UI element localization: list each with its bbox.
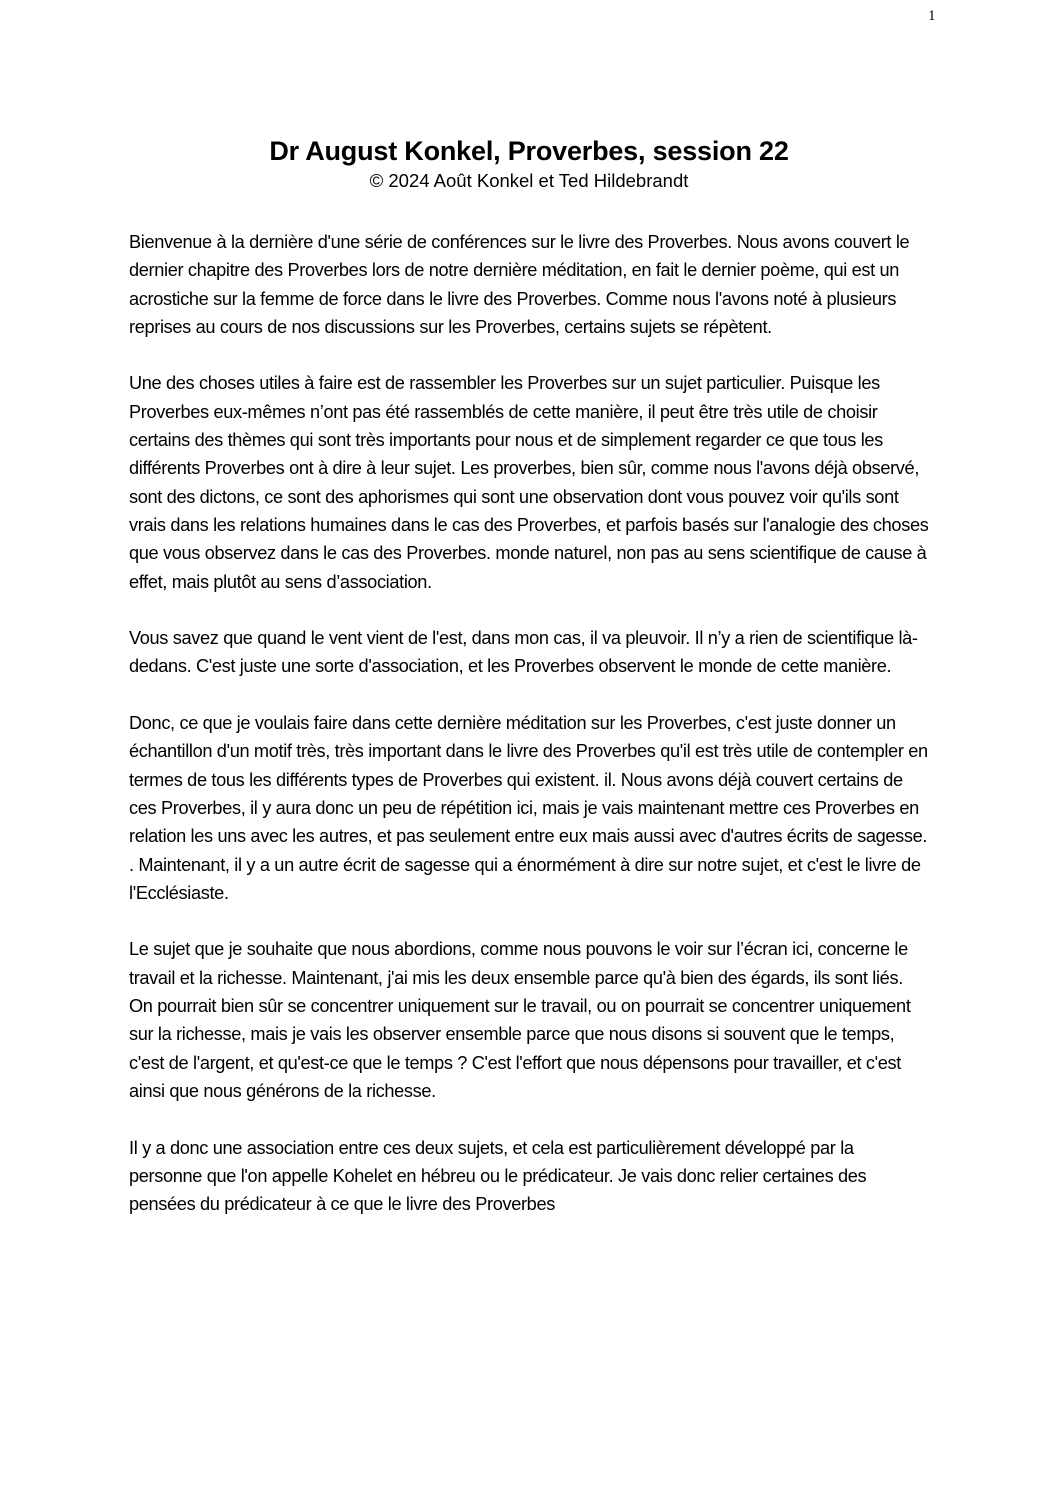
paragraph-1: Bienvenue à la dernière d'une série de conférences sur le livre des Proverbes. Nous avons couvert le dernier chapitre des Proverbes lors de notre dernière méditation, en fait le dernier poème, qui est un acrostiche sur la femme de force dans le livre des Proverbes. Comme nous l'avons noté à plusieurs reprises au cours de nos discussions sur les Proverbes, certains sujets se répètent. (129, 232, 910, 337)
paragraph-5: Le sujet que je souhaite que nous abordions, comme nous pouvons le voir sur l’écran ici, concerne le travail et la richesse. Maintenant, j'ai mis les deux ensemble parce qu'à bien des égards, ils sont liés. On pourrait bien sûr se concentrer uniquement sur le travail, ou on pourrait se concentrer uniquement sur la richesse, mais je vais les observer ensemble parce que nous disons si souvent que le temps, c'est de l'argent, et qu'est-ce que le temps ? C'est l'effort que nous dépensons pour travailler, et c'est ainsi que nous générons de la richesse. (129, 939, 911, 1101)
paragraph-6: Il y a donc une association entre ces deux sujets, et cela est particulièrement développé par la personne que l'on appelle Kohelet en hébreu ou le prédicateur. Je vais donc relier certaines des pensées du prédicateur à ce que le livre des Proverbes (129, 1137, 867, 1215)
paragraph-3: Vous savez que quand le vent vient de l'est, dans mon cas, il va pleuvoir. Il n’y a rien de scientifique là-dedans. C'est juste une sorte d'association, et les Proverbes observent le monde de cette manière. (129, 628, 918, 677)
paragraph-4: Donc, ce que je voulais faire dans cette dernière méditation sur les Proverbes, c'est juste donner un échantillon d'un motif très, très important dans le livre des Proverbes qu'il est très utile de contempler en termes de tous les différents types de Proverbes qui existent. il. Nous avons déjà couvert certains de ces Proverbes, il y aura donc un peu de répétition ici, mais je vais maintenant mettre ces Proverbes en relation les uns avec les autres, et pas seulement entre eux mais aussi avec d'autres écrits de sagesse. . Maintenant, il y a un autre écrit de sagesse qui a énormément à dire sur notre sujet, et c'est le livre de l'Ecclésiaste. (129, 713, 928, 903)
document-body (129, 228, 929, 1247)
copyright-line: © 2024 Août Konkel et Ted Hildebrandt (369, 170, 689, 191)
document-header (0, 134, 1058, 194)
paragraph-2: Une des choses utiles à faire est de rassembler les Proverbes sur un sujet particulier. Puisque les Proverbes eux-mêmes n’ont pas été rassemblés de cette manière, il peut être très utile de choisir certains des thèmes qui sont très importants pour nous et de simplement regarder ce que tous les différents Proverbes ont à dire à leur sujet. Les proverbes, bien sûr, comme nous l'avons déjà observé, sont des dictons, ce sont des aphorismes qui sont une observation dont vous pouvez voir qu'ils sont vrais dans les relations humaines dans le cas des Proverbes, et parfois basés sur l'analogie des choses que vous observez dans le cas des Proverbes. monde naturel, non pas au sens scientifique de cause à effet, mais plutôt au sens d’association. (129, 373, 929, 592)
page-number: 1 (928, 8, 936, 24)
document-title: Dr August Konkel, Proverbes, session 22 (269, 136, 789, 166)
